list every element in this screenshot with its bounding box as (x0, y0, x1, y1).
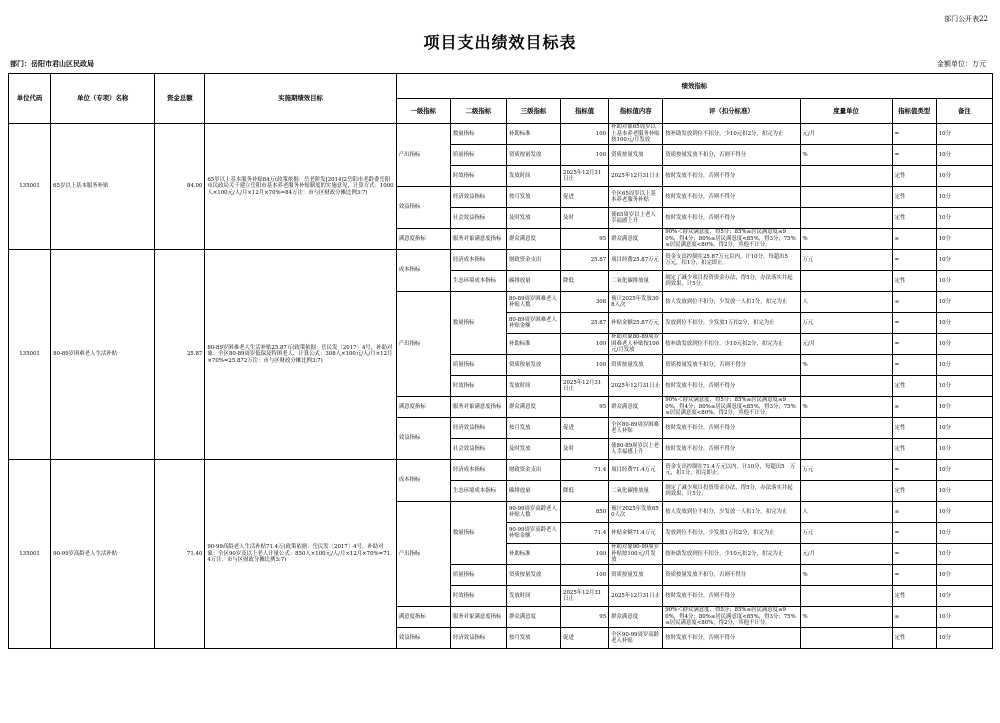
level1-cell: 效益指标 (396, 187, 450, 229)
value-type-cell: ≥ (892, 229, 936, 250)
value-type-cell: = (892, 334, 936, 355)
level1-cell: 产出指标 (396, 502, 450, 607)
measure-unit-cell (800, 628, 892, 649)
value-type-cell: = (892, 124, 936, 145)
value-type-cell: = (892, 565, 936, 586)
remark-cell: 10分 (936, 250, 992, 271)
value-cell: 促进 (561, 187, 609, 208)
level3-cell: 群众满意度 (506, 397, 560, 418)
header-scoring: 评（扣分标准） (663, 99, 800, 124)
header-level1: 一级指标 (396, 99, 450, 124)
level2-cell: 质量指标 (450, 355, 506, 376)
remark-cell: 10分 (936, 544, 992, 565)
value-cell: 850 (561, 502, 609, 523)
remark-cell: 10分 (936, 565, 992, 586)
content-cell: 群众满意度 (609, 397, 663, 418)
level2-cell: 时效指标 (450, 166, 506, 187)
header-total-funds: 资金总额 (155, 74, 205, 124)
level2-cell: 经济效益指标 (450, 628, 506, 649)
content-cell: 预计2025年发放308人次 (609, 292, 663, 313)
content-cell: 群众满意度 (609, 229, 663, 250)
amount-cell: 71.40 (155, 460, 205, 649)
content-cell: 补助对象65周岁以上基本养老服务补贴按100元/月发放 (609, 124, 663, 145)
level2-cell: 社会效益指标 (450, 439, 506, 460)
level3-cell: 及时发放 (506, 439, 560, 460)
content-cell: 2025年12月31日止 (609, 166, 663, 187)
value-type-cell: ≤ (892, 292, 936, 313)
level1-cell: 满意度指标 (396, 397, 450, 418)
value-type-cell: = (892, 544, 936, 565)
remark-cell: 10分 (936, 607, 992, 628)
level1-cell: 效益指标 (396, 418, 450, 460)
remark-cell: 10分 (936, 187, 992, 208)
level1-cell: 产出指标 (396, 292, 450, 397)
level3-cell: 发放时间 (506, 586, 560, 607)
remark-cell: 10分 (936, 229, 992, 250)
measure-unit-cell: % (800, 355, 892, 376)
header-value-type: 指标值类型 (892, 99, 936, 124)
value-cell: 降低 (561, 481, 609, 502)
measure-unit-cell: 元/月 (800, 334, 892, 355)
remark-cell: 10分 (936, 460, 992, 481)
header-measure-unit: 度量单位 (800, 99, 892, 124)
scoring-cell: 按补助发放到位不扣分，少10元扣2分，扣完为止 (663, 544, 800, 565)
unit-name-cell: 80-89岁困难老人生活补贴 (51, 250, 155, 460)
level3-cell: 碳排放量 (506, 481, 560, 502)
level3-cell: 补助标准 (506, 334, 560, 355)
value-cell: 及时 (561, 208, 609, 229)
scoring-cell: 按时发放不扣分，否则不得分 (663, 166, 800, 187)
level2-cell: 时效指标 (450, 586, 506, 607)
value-cell: 25.87 (561, 250, 609, 271)
scoring-cell: 资质按量发放不扣分，否则不得分 (663, 565, 800, 586)
value-type-cell: 定性 (892, 166, 936, 187)
remark-cell: 10分 (936, 481, 992, 502)
level2-cell: 生态环境成本指标 (450, 271, 506, 292)
level3-cell: 补助标准 (506, 124, 560, 145)
measure-unit-cell: % (800, 145, 892, 166)
level3-cell: 资质按量发放 (506, 565, 560, 586)
level2-cell: 经济效益指标 (450, 418, 506, 439)
value-type-cell: 定性 (892, 628, 936, 649)
measure-unit-cell (800, 439, 892, 460)
measure-unit-cell (800, 166, 892, 187)
header-value: 指标值 (561, 99, 609, 124)
measure-unit-cell: % (800, 229, 892, 250)
scoring-cell: 资金支出控制在25.87万元以内，计10分，每超出5 万元，扣1分，扣完即止。 (663, 250, 800, 271)
value-cell: 100 (561, 355, 609, 376)
level3-cell: 碳排放量 (506, 271, 560, 292)
scoring-cell: 90%＜群众满意度，得5分；85%≤居民满意度≤90%，得4分；80%≤居民满意度<85%，得3分；75%≤居民满意度<80%，得2分，其他不计分。 (663, 397, 800, 418)
level1-cell: 满意度指标 (396, 607, 450, 628)
content-cell: 补助对象80-89周岁困难老人补贴按100元/月发放 (609, 334, 663, 355)
scoring-cell: 90%＜群众满意度，得5分；85%≤居民满意度≤90%，得4分；80%≤居民满意度<85%，得3分；75%≤居民满意度<80%，得2分，其他不计分。 (663, 607, 800, 628)
remark-cell: 10分 (936, 418, 992, 439)
content-cell: 使65周岁以上老人幸福感上升 (609, 208, 663, 229)
scoring-cell: 按人发放到位不扣分，少发放一人扣1分，扣完为止 (663, 292, 800, 313)
table-row (9, 460, 993, 481)
level1-cell: 效益指标 (396, 628, 450, 649)
unit-code-cell: 135001 (9, 460, 51, 649)
value-cell: 100 (561, 544, 609, 565)
measure-unit-cell (800, 376, 892, 397)
level3-cell: 资质按量发放 (506, 145, 560, 166)
measure-unit-cell: % (800, 565, 892, 586)
level2-cell: 数量指标 (450, 292, 506, 355)
level2-cell: 服务对象满意度指标 (450, 607, 506, 628)
level3-cell: 80-89周岁困难老人补贴人数 (506, 292, 560, 313)
value-type-cell: = (892, 460, 936, 481)
level2-cell: 社会效益指标 (450, 208, 506, 229)
content-cell: 补助对象90-99周岁补贴按100元/月发放 (609, 544, 663, 565)
period-goal-cell: 90-99高龄老人生活补贴71.4万(政策依据：岳民发〔2017〕4号，补助对象：全区90岁及以上老人计量公式：850人×100元/人/月×12月×70%=71.4万注：市与区财政分摊比例3:7) (205, 460, 396, 649)
level3-cell: 群众满意度 (506, 607, 560, 628)
content-cell: 使80-89周岁以上老人幸福感上升 (609, 439, 663, 460)
remark-cell: 10分 (936, 439, 992, 460)
header-level3: 三级指标 (506, 99, 560, 124)
remark-cell: 10分 (936, 292, 992, 313)
value-type-cell: 定性 (892, 208, 936, 229)
content-cell: 项目经费25.87万元 (609, 250, 663, 271)
currency-unit-label: 金额单位：万元 (937, 60, 986, 68)
amount-cell: 84.00 (155, 124, 205, 250)
scoring-cell: 按时发放不扣分，否则不得分 (663, 208, 800, 229)
remark-cell: 10分 (936, 523, 992, 544)
scoring-cell: 发放到位不扣分，少发放1万扣2分，扣完为止 (663, 313, 800, 334)
value-cell: 2025年12月31日止 (561, 166, 609, 187)
measure-unit-cell (800, 208, 892, 229)
value-type-cell: = (892, 313, 936, 334)
scoring-cell: 按时发放不扣分，否则不得分 (663, 418, 800, 439)
value-cell: 308 (561, 292, 609, 313)
content-cell: 二氧化碳排放量 (609, 481, 663, 502)
level2-cell: 数量指标 (450, 502, 506, 565)
table-row (9, 250, 993, 271)
level3-cell: 发放时间 (506, 376, 560, 397)
department-label: 部门：岳阳市君山区民政局 (10, 59, 94, 68)
value-cell: 促进 (561, 628, 609, 649)
unit-name-cell: 90-99岁高龄老人生活补贴 (51, 460, 155, 649)
level3-cell: 群众满意度 (506, 229, 560, 250)
measure-unit-cell (800, 187, 892, 208)
measure-unit-cell (800, 271, 892, 292)
content-cell: 预计2025年发放850人次 (609, 502, 663, 523)
scoring-cell: 资金支出控制在71.4万元以内，计10分，每超出5 万元，扣1分，扣完即止。 (663, 460, 800, 481)
level2-cell: 时效指标 (450, 376, 506, 397)
level3-cell: 80-89周岁困难老人补贴金额 (506, 313, 560, 334)
content-cell: 全区65周岁以上基本养老服务补贴 (609, 187, 663, 208)
header-level2: 二级指标 (450, 99, 506, 124)
value-type-cell: = (892, 355, 936, 376)
period-goal-cell: 65岁以上基本服务补贴84万(政策依据：岳老阶发[2014]2岳阳市老龄委岳阳市民政局关于建立岳阳市基本养老服务补贴制度的实施意见，计算方式：1000人×100元/人/月×12月×70%=84万注：市与区财政分摊比例3:7) (205, 124, 396, 250)
value-type-cell: = (892, 523, 936, 544)
amount-cell: 25.87 (155, 250, 205, 460)
level3-cell: 资质按量发放 (506, 355, 560, 376)
level2-cell: 生态环境成本指标 (450, 481, 506, 502)
measure-unit-cell: 元/月 (800, 124, 892, 145)
value-type-cell: 定性 (892, 418, 936, 439)
measure-unit-cell: 万元 (800, 523, 892, 544)
value-cell: 促进 (561, 418, 609, 439)
level1-cell: 产出指标 (396, 124, 450, 187)
measure-unit-cell: 人 (800, 292, 892, 313)
remark-cell: 10分 (936, 271, 992, 292)
level3-cell: 按月发放 (506, 418, 560, 439)
header-period-goal: 实施期绩效目标 (205, 74, 396, 124)
level2-cell: 服务对象满意度指标 (450, 229, 506, 250)
value-cell: 2025年12月31日止 (561, 586, 609, 607)
period-goal-cell: 80-89岁困难老人生活补贴25.87万(政策依据：岳民发〔2017〕4号，补助对象：全区80-89周岁低保及特困老人，计算公式：308人×100元/人/月×12月×70%=25.872万注：市与区财政分摊比例3:7) (205, 250, 396, 460)
level2-cell: 服务对象满意度指标 (450, 397, 506, 418)
scoring-cell: 发放到位不扣分，少发放1万扣2分，扣完为止 (663, 523, 800, 544)
content-cell: 项目经费71.4万元 (609, 460, 663, 481)
value-cell: 95 (561, 397, 609, 418)
content-cell: 2025年12月31日止 (609, 586, 663, 607)
scoring-cell: 制定了减少项目投资资金办法，得5分，办法落实并起到效果，计5分。 (663, 481, 800, 502)
remark-cell: 10分 (936, 628, 992, 649)
table-row (9, 124, 993, 145)
level3-cell: 按月发放 (506, 187, 560, 208)
measure-unit-cell: 万元 (800, 313, 892, 334)
level3-cell: 补助标准 (506, 544, 560, 565)
level1-cell: 成本指标 (396, 460, 450, 502)
level1-cell: 成本指标 (396, 250, 450, 292)
value-type-cell: = (892, 145, 936, 166)
header-unit-code: 单位代码 (9, 74, 51, 124)
content-cell: 补贴金额71.4万元 (609, 523, 663, 544)
level3-cell: 90-99周岁高龄老人补贴人数 (506, 502, 560, 523)
scoring-cell: 按时发放不扣分，否则不得分 (663, 439, 800, 460)
content-cell: 全区80-89周岁困难老人补贴 (609, 418, 663, 439)
value-type-cell: ≥ (892, 607, 936, 628)
measure-unit-cell: % (800, 607, 892, 628)
level2-cell: 经济成本指标 (450, 460, 506, 481)
unit-code-cell: 135001 (9, 250, 51, 460)
scoring-cell: 按人发放到位不扣分，少发放一人扣1分，扣完为止 (663, 502, 800, 523)
value-type-cell: 定性 (892, 376, 936, 397)
value-cell: 25.87 (561, 313, 609, 334)
remark-cell: 10分 (936, 397, 992, 418)
performance-table (8, 73, 993, 649)
content-cell: 全区90-99周岁高龄老人补贴 (609, 628, 663, 649)
level3-cell: 发放时间 (506, 166, 560, 187)
remark-cell: 10分 (936, 334, 992, 355)
level1-cell: 满意度指标 (396, 229, 450, 250)
unit-name-cell: 65岁以上基本服务补贴 (51, 124, 155, 250)
table-body (9, 124, 993, 649)
header-content: 指标值内容 (609, 99, 663, 124)
measure-unit-cell (800, 586, 892, 607)
value-type-cell: 定性 (892, 586, 936, 607)
remark-cell: 10分 (936, 376, 992, 397)
remark-cell: 10分 (936, 208, 992, 229)
level2-cell: 质量指标 (450, 565, 506, 586)
measure-unit-cell: 万元 (800, 460, 892, 481)
remark-cell: 10分 (936, 313, 992, 334)
content-cell: 资质按量发放 (609, 145, 663, 166)
scoring-cell: 按时发放不扣分，否则不得分 (663, 628, 800, 649)
header-perf-indicators: 绩效指标 (396, 74, 992, 99)
value-cell: 及时 (561, 439, 609, 460)
value-cell: 100 (561, 565, 609, 586)
value-cell: 95 (561, 229, 609, 250)
level2-cell: 质量指标 (450, 145, 506, 166)
level3-cell: 按月发放 (506, 628, 560, 649)
content-cell: 补贴金额25.87万元 (609, 313, 663, 334)
remark-cell: 10分 (936, 145, 992, 166)
value-cell: 100 (561, 124, 609, 145)
value-cell: 71.4 (561, 523, 609, 544)
measure-unit-cell (800, 418, 892, 439)
value-cell: 降低 (561, 271, 609, 292)
measure-unit-cell: 万元 (800, 250, 892, 271)
scoring-cell: 按时发放不扣分，否则不得分 (663, 376, 800, 397)
level2-cell: 经济效益指标 (450, 187, 506, 208)
scoring-cell: 按时发放不扣分，否则不得分 (663, 187, 800, 208)
level2-cell: 经济成本指标 (450, 250, 506, 271)
value-type-cell: = (892, 250, 936, 271)
measure-unit-cell: % (800, 397, 892, 418)
value-type-cell: ≥ (892, 397, 936, 418)
value-cell: 100 (561, 334, 609, 355)
scoring-cell: 按时发放不扣分，否则不得分 (663, 586, 800, 607)
measure-unit-cell: 元/月 (800, 544, 892, 565)
scoring-cell: 90%＜群众满意度，得5分；85%≤居民满意度≤90%，得4分；80%≤居民满意度<85%，得3分；75%≤居民满意度<80%，得2分，其他不计分。 (663, 229, 800, 250)
measure-unit-cell (800, 481, 892, 502)
remark-cell: 10分 (936, 166, 992, 187)
level2-cell: 数量指标 (450, 124, 506, 145)
content-cell: 2025年12月31日止 (609, 376, 663, 397)
unit-code-cell: 135001 (9, 124, 51, 250)
value-cell: 71.4 (561, 460, 609, 481)
content-cell: 资质按量发放 (609, 355, 663, 376)
scoring-cell: 制定了减少项目投资资金办法，得5分，办法落实并起到效果，计5分。 (663, 271, 800, 292)
value-type-cell: ≤ (892, 502, 936, 523)
content-cell: 群众满意度 (609, 607, 663, 628)
content-cell: 二氧化碳排放量 (609, 271, 663, 292)
remark-cell: 10分 (936, 586, 992, 607)
value-cell: 100 (561, 145, 609, 166)
remark-cell: 10分 (936, 502, 992, 523)
header-remark: 备注 (936, 99, 992, 124)
level3-cell: 财政资金支出 (506, 460, 560, 481)
value-type-cell: 定性 (892, 187, 936, 208)
value-type-cell: 定性 (892, 439, 936, 460)
remark-cell: 10分 (936, 355, 992, 376)
content-cell: 资质按量发放 (609, 565, 663, 586)
measure-unit-cell: 人 (800, 502, 892, 523)
value-type-cell: 定性 (892, 481, 936, 502)
level3-cell: 财政资金支出 (506, 250, 560, 271)
page-corner-label: 部门公开表22 (944, 15, 988, 23)
scoring-cell: 资质按量发放不扣分，否则不得分 (663, 145, 800, 166)
value-cell: 95 (561, 607, 609, 628)
scoring-cell: 资质按量发放不扣分，否则不得分 (663, 355, 800, 376)
level3-cell: 及时发放 (506, 208, 560, 229)
level3-cell: 90-99周岁高龄老人补贴金额 (506, 523, 560, 544)
header-unit-name: 单位（专项）名称 (51, 74, 155, 124)
scoring-cell: 按补助发放到位不扣分，少10元扣2分，扣完为止 (663, 334, 800, 355)
scoring-cell: 按补助发放到位不扣分，少10元扣2分，扣完为止 (663, 124, 800, 145)
remark-cell: 10分 (936, 124, 992, 145)
value-cell: 2025年12月31日止 (561, 376, 609, 397)
value-type-cell: 定性 (892, 271, 936, 292)
page-title: 项目支出绩效目标表 (423, 33, 577, 52)
